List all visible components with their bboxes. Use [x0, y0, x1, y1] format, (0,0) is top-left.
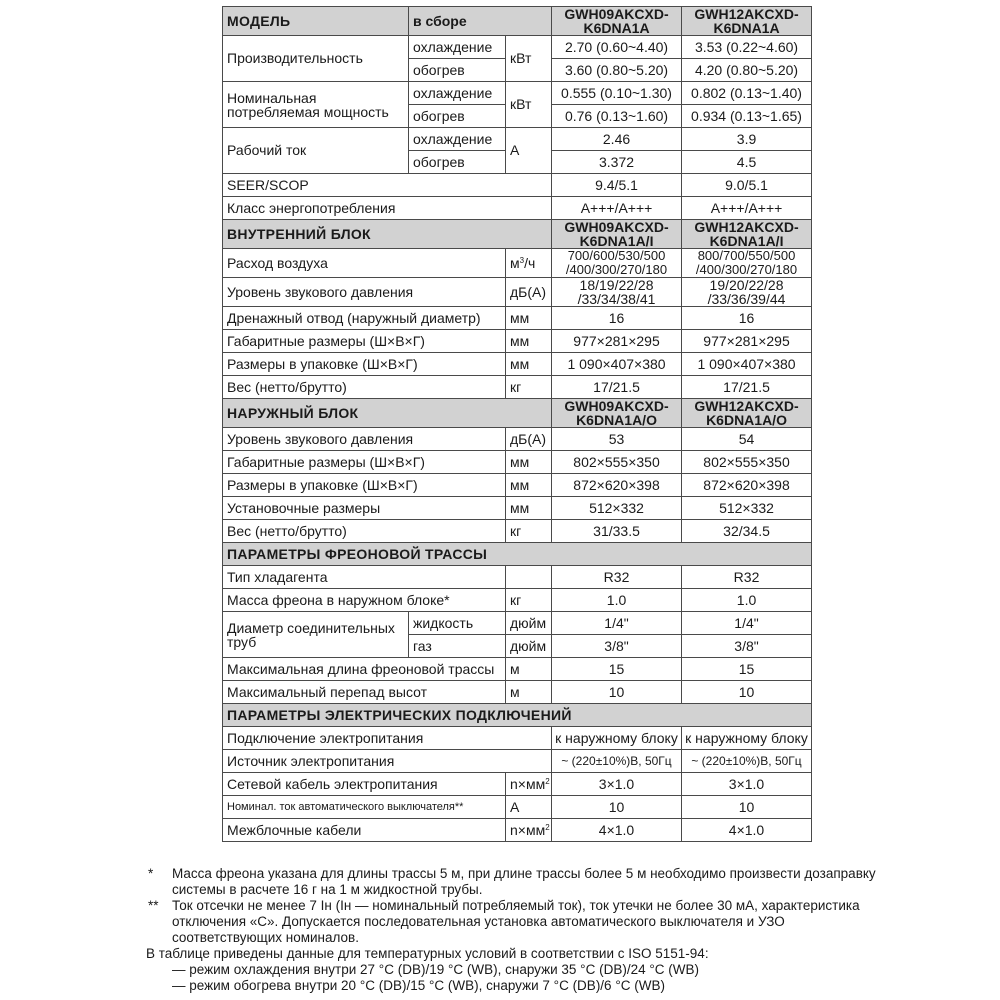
section-header-freon [223, 543, 812, 566]
value-cell: 18/19/22/28 /33/34/38/41 [552, 278, 682, 307]
heating-mode-label: обогрев [409, 59, 506, 82]
value-cell: 802×555×350 [682, 451, 812, 474]
row-label: Максимальный перепад высот [223, 681, 506, 704]
outdoor-model-1: GWH09AKCXD-K6DNA1A/O [552, 399, 682, 428]
value-cell: 15 [682, 658, 812, 681]
table-row [223, 36, 812, 59]
value-cell: 872×620×398 [552, 474, 682, 497]
table-header-row [223, 7, 812, 36]
indoor-model-2: GWH12AKCXD-K6DNA1A/I [682, 220, 812, 249]
value-cell: 2.70 (0.60~4.40) [552, 36, 682, 59]
value-cell: 17/21.5 [552, 376, 682, 399]
row-label: Размеры в упаковке (Ш×В×Г) [223, 474, 506, 497]
table-row [223, 451, 812, 474]
unit-cell: мм [506, 474, 552, 497]
table-row [223, 376, 812, 399]
value-cell: 3/8" [552, 635, 682, 658]
section-title: ВНУТРЕННИЙ БЛОК [223, 220, 552, 249]
table-row [223, 520, 812, 543]
unit-cell: $n\times мм^2$ [506, 819, 552, 842]
unit-cell: кг [506, 589, 552, 612]
value-cell: 512×332 [682, 497, 812, 520]
table-row [223, 727, 812, 750]
footnotes [146, 866, 876, 994]
section-title: ПАРАМЕТРЫ ФРЕОНОВОЙ ТРАССЫ [223, 543, 812, 566]
table-row [223, 197, 812, 220]
footnote-text: Ток отсечки не менее 7 Iн (Iн — номинальный потребляемый ток), ток утечки не более 30 мА, характеристика отключения «С». Допускается последовательная установка автоматического выключателя и УЗО соответствующих номиналов. [172, 898, 860, 945]
unit-cell: кВт [506, 36, 552, 82]
row-label: Вес (нетто/брутто) [223, 520, 506, 543]
heating-mode-label: обогрев [409, 151, 506, 174]
value-cell: R32 [552, 566, 682, 589]
model-1-name: GWH09AKCXD-K6DNA1A [552, 7, 682, 36]
value-cell: 16 [552, 307, 682, 330]
value-cell: 15 [552, 658, 682, 681]
unit-cell: дБ(А) [506, 278, 552, 307]
unit-cell: мм [506, 330, 552, 353]
table-row [223, 796, 812, 819]
value-cell: 0.76 (0.13~1.60) [552, 105, 682, 128]
unit-cell: $n\times мм^2$ [506, 773, 552, 796]
value-cell: 17/21.5 [682, 376, 812, 399]
value-cell: 977×281×295 [682, 330, 812, 353]
table-row [223, 750, 812, 773]
value-cell: 9.4/5.1 [552, 174, 682, 197]
value-cell: 9.0/5.1 [682, 174, 812, 197]
indoor-model-1: GWH09AKCXD-K6DNA1A/I [552, 220, 682, 249]
row-label: Номинал. ток автоматического выключателя** [223, 796, 506, 819]
value-cell: 10 [682, 681, 812, 704]
value-cell: 3.60 (0.80~5.20) [552, 59, 682, 82]
unit-cell: мм [506, 497, 552, 520]
value-cell: 3×1.0 [682, 773, 812, 796]
row-label: Сетевой кабель электропитания [223, 773, 506, 796]
table-row [223, 428, 812, 451]
value-cell: 3×1.0 [552, 773, 682, 796]
value-cell: R32 [682, 566, 812, 589]
row-label: Подключение электропитания [223, 727, 552, 750]
seer-label: SEER/SCOP [223, 174, 552, 197]
value-cell: к наружному блоку [552, 727, 682, 750]
unit-cell: кг [506, 520, 552, 543]
table-row [223, 612, 812, 635]
table-row [223, 773, 812, 796]
value-cell: 4×1.0 [552, 819, 682, 842]
value-cell: 0.802 (0.13~1.40) [682, 82, 812, 105]
table-row [223, 330, 812, 353]
value-cell: ~ (220±10%)В, 50Гц [682, 750, 812, 773]
value-cell: 10 [552, 681, 682, 704]
value-cell: 1/4" [552, 612, 682, 635]
value-cell: 700/600/530/500 /400/300/270/180 [552, 249, 682, 278]
table-row [223, 819, 812, 842]
unit-cell: дБ(А) [506, 428, 552, 451]
footnote-2 [146, 898, 876, 946]
value-cell: A+++/A+++ [552, 197, 682, 220]
cooling-mode-label: охлаждение [409, 36, 506, 59]
section-header-electric [223, 704, 812, 727]
value-cell: 16 [682, 307, 812, 330]
value-cell: 31/33.5 [552, 520, 682, 543]
table-row [223, 589, 812, 612]
value-cell: 1 090×407×380 [682, 353, 812, 376]
row-label: Тип хладагента [223, 566, 506, 589]
value-cell: 512×332 [552, 497, 682, 520]
unit-cell: кВт [506, 82, 552, 128]
unit-cell: кг [506, 376, 552, 399]
unit-cell: мм [506, 307, 552, 330]
value-cell: 1/4" [682, 612, 812, 635]
table-row [223, 128, 812, 151]
row-label: Расход воздуха [223, 249, 506, 278]
section-header-indoor [223, 220, 812, 249]
table-row [223, 249, 812, 278]
value-cell: 872×620×398 [682, 474, 812, 497]
capacity-label: Производительность [223, 36, 409, 82]
unit-cell: А [506, 796, 552, 819]
unit-cell: дюйм [506, 612, 552, 635]
value-cell: 19/20/22/28 /33/36/39/44 [682, 278, 812, 307]
row-label: Габаритные размеры (Ш×В×Г) [223, 330, 506, 353]
cooling-mode-label: охлаждение [409, 128, 506, 151]
footnote-text: Масса фреона указана для длины трассы 5 м, при длине трассы более 5 м необходимо произвести дозаправку системы в расчете 16 г на 1 м жидкостной трубы. [172, 866, 876, 897]
value-cell: 3/8" [682, 635, 812, 658]
gas-label: газ [409, 635, 506, 658]
table-row [223, 497, 812, 520]
value-cell: 800/700/550/500 /400/300/270/180 [682, 249, 812, 278]
unit-cell: А [506, 128, 552, 174]
model-header-label: МОДЕЛЬ [223, 7, 409, 36]
unit-cell: мм [506, 353, 552, 376]
value-cell: 3.9 [682, 128, 812, 151]
value-cell: 3.372 [552, 151, 682, 174]
row-label: Дренажный отвод (наружный диаметр) [223, 307, 506, 330]
table-row [223, 474, 812, 497]
value-cell: 802×555×350 [552, 451, 682, 474]
footnote-1 [146, 866, 876, 898]
unit-cell [506, 566, 552, 589]
table-row [223, 174, 812, 197]
current-label: Рабочий ток [223, 128, 409, 174]
value-cell: 0.934 (0.13~1.65) [682, 105, 812, 128]
pipe-diameter-label: Диаметр соединительных труб [223, 612, 409, 658]
row-label: Уровень звукового давления [223, 278, 506, 307]
value-cell: 2.46 [552, 128, 682, 151]
row-label: Размеры в упаковке (Ш×В×Г) [223, 353, 506, 376]
cooling-conditions: — режим охлаждения внутри 27 °С (DB)/19 °С (WB), снаружи 35 °С (DB)/24 °С (WB) [172, 962, 699, 977]
power-label: Номинальная потребляемая мощность [223, 82, 409, 128]
value-cell: 10 [552, 796, 682, 819]
table-row [223, 82, 812, 105]
heating-mode-label: обогрев [409, 105, 506, 128]
value-cell: 1.0 [552, 589, 682, 612]
row-label: Масса фреона в наружном блоке* [223, 589, 506, 612]
row-label: Максимальная длина фреоновой трассы [223, 658, 506, 681]
table-row [223, 278, 812, 307]
value-cell: 1 090×407×380 [552, 353, 682, 376]
value-cell: A+++/A+++ [682, 197, 812, 220]
unit-cell: м [506, 658, 552, 681]
table-row [223, 307, 812, 330]
value-cell: 32/34.5 [682, 520, 812, 543]
model-2-name: GWH12AKCXD-K6DNA1A [682, 7, 812, 36]
unit-cell: $м^3/ч$ [506, 249, 552, 278]
row-label: Вес (нетто/брутто) [223, 376, 506, 399]
section-title: ПАРАМЕТРЫ ЭЛЕКТРИЧЕСКИХ ПОДКЛЮЧЕНИЙ [223, 704, 812, 727]
value-cell: 4.20 (0.80~5.20) [682, 59, 812, 82]
row-label: Габаритные размеры (Ш×В×Г) [223, 451, 506, 474]
value-cell: 53 [552, 428, 682, 451]
value-cell: 0.555 (0.10~1.30) [552, 82, 682, 105]
table-row [223, 566, 812, 589]
value-cell: к наружному блоку [682, 727, 812, 750]
heating-conditions: — режим обогрева внутри 20 °С (DB)/15 °С (WB), снаружи 7 °С (DB)/6 °С (WB) [172, 978, 665, 993]
liquid-label: жидкость [409, 612, 506, 635]
outdoor-model-2: GWH12AKCXD-K6DNA1A/O [682, 399, 812, 428]
value-cell: 54 [682, 428, 812, 451]
value-cell: 977×281×295 [552, 330, 682, 353]
value-cell: 4×1.0 [682, 819, 812, 842]
unit-cell: м [506, 681, 552, 704]
specification-table [222, 6, 812, 842]
value-cell: 4.5 [682, 151, 812, 174]
value-cell: 3.53 (0.22~4.60) [682, 36, 812, 59]
section-header-outdoor [223, 399, 812, 428]
table-row [223, 353, 812, 376]
assembly-label: в сборе [409, 7, 552, 36]
row-label: Установочные размеры [223, 497, 506, 520]
value-cell: 1.0 [682, 589, 812, 612]
energy-class-label: Класс энергопотребления [223, 197, 552, 220]
value-cell: ~ (220±10%)В, 50Гц [552, 750, 682, 773]
row-label: Межблочные кабели [223, 819, 506, 842]
row-label: Уровень звукового давления [223, 428, 506, 451]
cooling-mode-label: охлаждение [409, 82, 506, 105]
row-label: Источник электропитания [223, 750, 552, 773]
value-cell: 10 [682, 796, 812, 819]
section-title: НАРУЖНЫЙ БЛОК [223, 399, 552, 428]
footnote-marker: ** [148, 898, 159, 913]
test-conditions-intro: В таблице приведены данные для температурных условий в соответствии с ISO 5151-94: [146, 946, 709, 961]
footnote-marker: * [148, 866, 154, 881]
table-row [223, 658, 812, 681]
table-row [223, 681, 812, 704]
unit-cell: дюйм [506, 635, 552, 658]
unit-cell: мм [506, 451, 552, 474]
